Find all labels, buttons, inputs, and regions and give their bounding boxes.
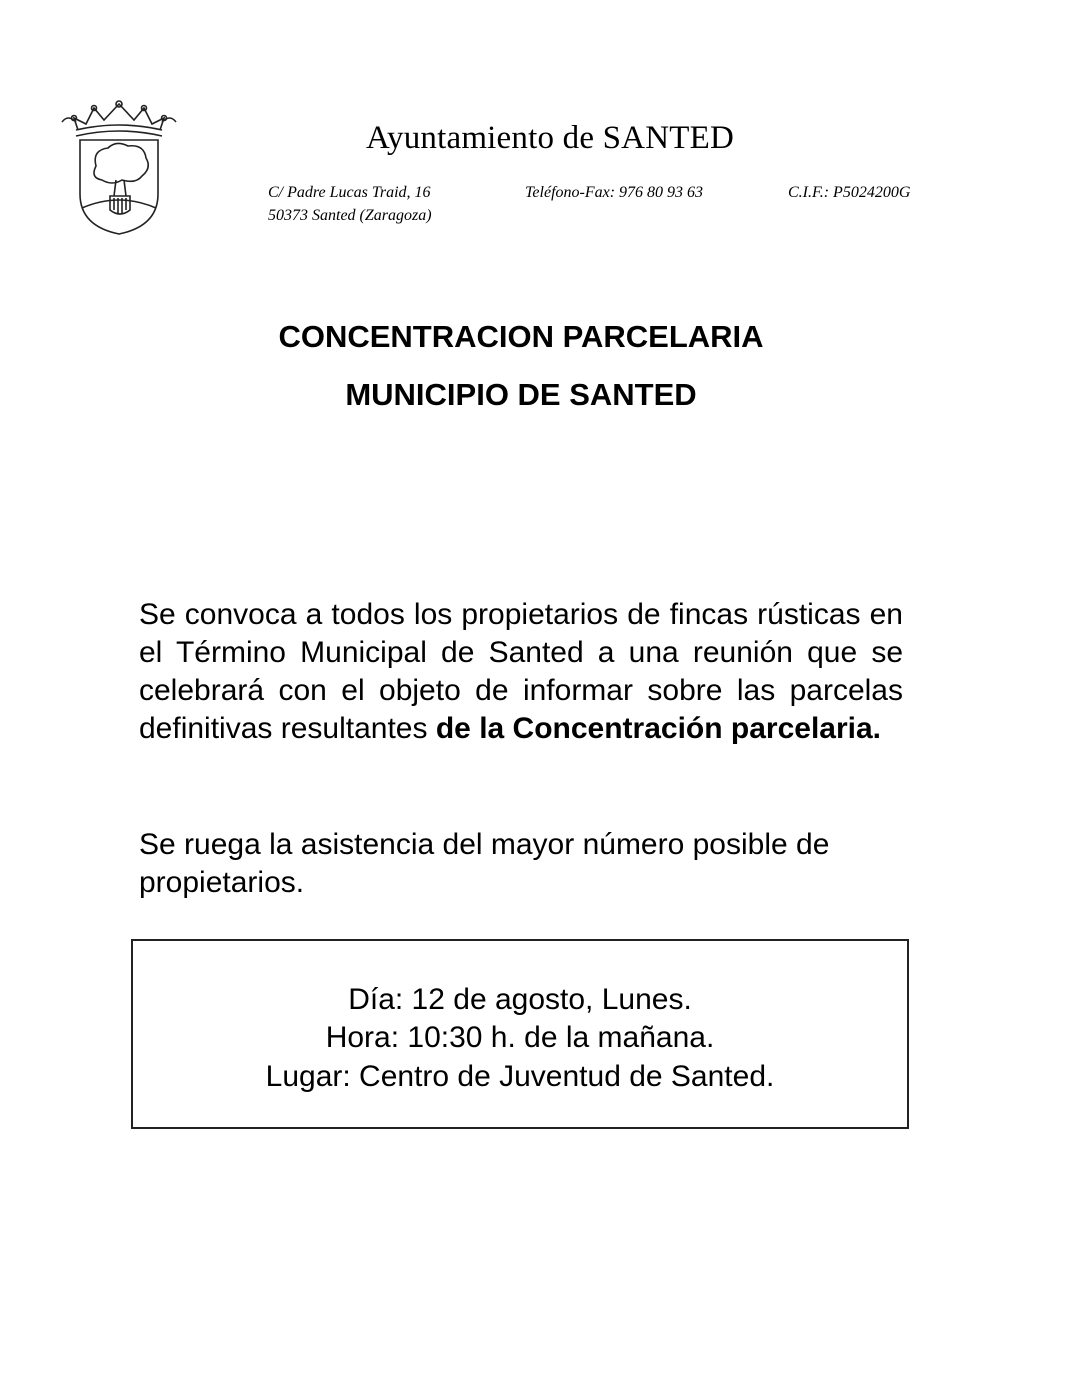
attendance-paragraph: Se ruega la asistencia del mayor número posible de propietarios. (139, 828, 830, 899)
meeting-place: Lugar: Centro de Juventud de Santed. (265, 1060, 775, 1093)
address-street: C/ Padre Lucas Traid, 16 (268, 184, 431, 201)
meeting-day: Día: 12 de agosto, Lunes. (348, 983, 692, 1016)
cif-number: C.I.F.: P5024200G (788, 184, 911, 201)
phone-fax: Teléfono-Fax: 976 80 93 63 (525, 184, 704, 201)
meeting-time: Hora: 10:30 h. de la mañana. (325, 1021, 715, 1054)
convocation-paragraph (139, 596, 903, 748)
convocation-bold-text: de la Concentración parcelaria. (435, 712, 882, 745)
document-title: CONCENTRACION PARCELARIA (278, 319, 764, 354)
organization-title: Ayuntamiento de SANTED (366, 120, 734, 156)
address-city: 50373 Santed (Zaragoza) (268, 207, 432, 224)
convocation-text: Se convoca a todos los propietarios de fincas rústicas en el Término Municipal de Santed a una reunión que se celebrará con el objeto de informar sobre las parcelas definitivas resultantes (139, 598, 903, 745)
meeting-details-box (131, 939, 909, 1129)
coat-of-arms-icon (56, 96, 182, 238)
document-subtitle: MUNICIPIO DE SANTED (345, 377, 697, 412)
